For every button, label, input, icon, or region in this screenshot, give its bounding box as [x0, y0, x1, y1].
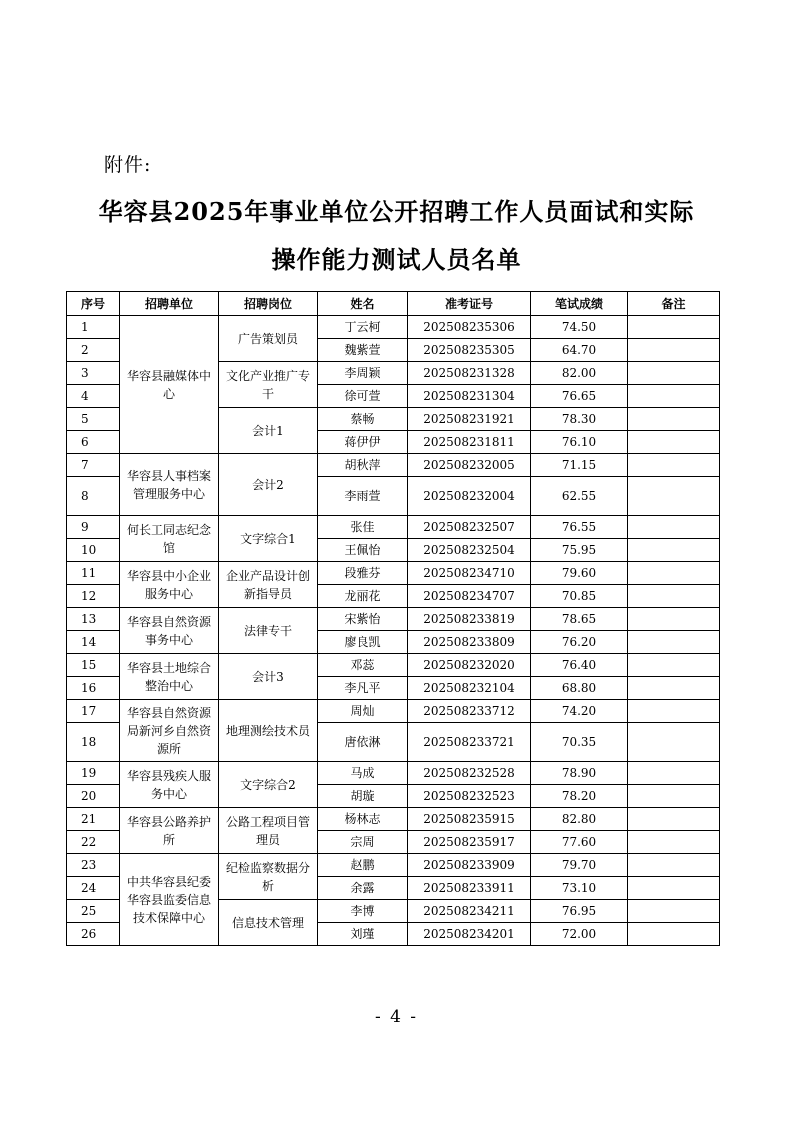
candidate-name: 段雅芬 [318, 562, 408, 585]
note-cell [628, 831, 720, 854]
exam-id: 202508235305 [408, 339, 531, 362]
written-score: 72.00 [531, 923, 628, 946]
exam-id: 202508233721 [408, 723, 531, 762]
unit-cell: 华容县融媒体中心 [120, 316, 219, 454]
position-cell: 法律专干 [219, 608, 318, 654]
page-number: - 4 - [374, 1007, 419, 1027]
candidate-name: 宋紫怡 [318, 608, 408, 631]
written-score: 76.10 [531, 431, 628, 454]
exam-id: 202508234707 [408, 585, 531, 608]
position-cell: 文化产业推广专干 [219, 362, 318, 408]
exam-id: 202508231304 [408, 385, 531, 408]
document-title-line-1: 华容县2025年事业单位公开招聘工作人员面试和实际 [98, 197, 695, 226]
row-no: 22 [67, 831, 120, 854]
row-no: 1 [67, 316, 120, 339]
unit-cell: 何长工同志纪念馆 [120, 516, 219, 562]
candidate-name: 胡璇 [318, 785, 408, 808]
table-row [67, 854, 720, 877]
written-score: 76.20 [531, 631, 628, 654]
note-cell [628, 608, 720, 631]
row-no: 8 [67, 477, 120, 516]
note-cell [628, 762, 720, 785]
candidate-name: 杨林志 [318, 808, 408, 831]
exam-id: 202508233712 [408, 700, 531, 723]
candidate-name: 刘瑾 [318, 923, 408, 946]
note-cell [628, 854, 720, 877]
table-row [67, 316, 720, 339]
written-score: 68.80 [531, 677, 628, 700]
written-score: 70.85 [531, 585, 628, 608]
row-no: 14 [67, 631, 120, 654]
written-score: 76.40 [531, 654, 628, 677]
note-cell [628, 362, 720, 385]
row-no: 7 [67, 454, 120, 477]
unit-cell: 华容县自然资源局新河乡自然资源所 [120, 700, 219, 762]
exam-id: 202508233819 [408, 608, 531, 631]
row-no: 6 [67, 431, 120, 454]
written-score: 79.60 [531, 562, 628, 585]
exam-id: 202508231328 [408, 362, 531, 385]
note-cell [628, 585, 720, 608]
position-cell: 会计2 [219, 454, 318, 516]
document-title-line-2: 操作能力测试人员名单 [271, 245, 522, 274]
candidate-name: 邓蕊 [318, 654, 408, 677]
exam-id: 202508232528 [408, 762, 531, 785]
written-score: 76.55 [531, 516, 628, 539]
written-score: 62.55 [531, 477, 628, 516]
row-no: 4 [67, 385, 120, 408]
note-cell [628, 385, 720, 408]
unit-cell: 华容县土地综合整治中心 [120, 654, 219, 700]
note-cell [628, 785, 720, 808]
exam-id: 202508232005 [408, 454, 531, 477]
unit-cell: 华容县中小企业服务中心 [120, 562, 219, 608]
row-no: 9 [67, 516, 120, 539]
written-score: 70.35 [531, 723, 628, 762]
unit-cell: 华容县人事档案管理服务中心 [120, 454, 219, 516]
written-score: 78.65 [531, 608, 628, 631]
table-row [67, 608, 720, 631]
exam-id: 202508234201 [408, 923, 531, 946]
exam-id: 202508235917 [408, 831, 531, 854]
candidate-name: 王佩怡 [318, 539, 408, 562]
candidate-table [66, 291, 720, 946]
candidate-name: 徐可萱 [318, 385, 408, 408]
exam-id: 202508234211 [408, 900, 531, 923]
row-no: 11 [67, 562, 120, 585]
header-position: 招聘岗位 [219, 292, 318, 316]
position-cell: 公路工程项目管理员 [219, 808, 318, 854]
position-cell: 企业产品设计创新指导员 [219, 562, 318, 608]
exam-id: 202508231811 [408, 431, 531, 454]
exam-id: 202508232523 [408, 785, 531, 808]
exam-id: 202508232020 [408, 654, 531, 677]
note-cell [628, 477, 720, 516]
candidate-name: 李凡平 [318, 677, 408, 700]
row-no: 23 [67, 854, 120, 877]
note-cell [628, 877, 720, 900]
exam-id: 202508233809 [408, 631, 531, 654]
table-row [67, 454, 720, 477]
candidate-name: 廖良凯 [318, 631, 408, 654]
row-no: 2 [67, 339, 120, 362]
note-cell [628, 454, 720, 477]
written-score: 82.00 [531, 362, 628, 385]
exam-id: 202508232004 [408, 477, 531, 516]
written-score: 79.70 [531, 854, 628, 877]
candidate-name: 张佳 [318, 516, 408, 539]
candidate-name: 丁云柯 [318, 316, 408, 339]
written-score: 64.70 [531, 339, 628, 362]
candidate-name: 李周颖 [318, 362, 408, 385]
row-no: 21 [67, 808, 120, 831]
table-row [67, 654, 720, 677]
exam-id: 202508232504 [408, 539, 531, 562]
row-no: 10 [67, 539, 120, 562]
row-no: 19 [67, 762, 120, 785]
note-cell [628, 723, 720, 762]
note-cell [628, 339, 720, 362]
exam-id: 202508233909 [408, 854, 531, 877]
unit-cell: 华容县残疾人服务中心 [120, 762, 219, 808]
exam-id: 202508233911 [408, 877, 531, 900]
position-cell: 会计1 [219, 408, 318, 454]
exam-id: 202508235306 [408, 316, 531, 339]
header-note: 备注 [628, 292, 720, 316]
table-row [67, 516, 720, 539]
attachment-label: 附件: [104, 154, 152, 176]
candidate-name: 余露 [318, 877, 408, 900]
note-cell [628, 631, 720, 654]
exam-id: 202508231921 [408, 408, 531, 431]
exam-id: 202508232507 [408, 516, 531, 539]
row-no: 13 [67, 608, 120, 631]
table-row [67, 762, 720, 785]
position-cell: 广告策划员 [219, 316, 318, 362]
header-exam-id: 准考证号 [408, 292, 531, 316]
candidate-name: 魏紫萱 [318, 339, 408, 362]
note-cell [628, 654, 720, 677]
note-cell [628, 539, 720, 562]
note-cell [628, 562, 720, 585]
note-cell [628, 677, 720, 700]
written-score: 82.80 [531, 808, 628, 831]
row-no: 20 [67, 785, 120, 808]
exam-id: 202508234710 [408, 562, 531, 585]
row-no: 24 [67, 877, 120, 900]
row-no: 26 [67, 923, 120, 946]
row-no: 16 [67, 677, 120, 700]
written-score: 78.90 [531, 762, 628, 785]
candidate-name: 蒋伊伊 [318, 431, 408, 454]
candidate-name: 宗周 [318, 831, 408, 854]
header-name: 姓名 [318, 292, 408, 316]
table-header-row [67, 292, 720, 316]
position-cell: 信息技术管理 [219, 900, 318, 946]
candidate-name: 唐依淋 [318, 723, 408, 762]
position-cell: 文字综合1 [219, 516, 318, 562]
row-no: 15 [67, 654, 120, 677]
written-score: 77.60 [531, 831, 628, 854]
position-cell: 地理测绘技术员 [219, 700, 318, 762]
written-score: 75.95 [531, 539, 628, 562]
position-cell: 会计3 [219, 654, 318, 700]
written-score: 76.95 [531, 900, 628, 923]
header-no: 序号 [67, 292, 120, 316]
candidate-name: 马成 [318, 762, 408, 785]
candidate-name: 李雨萱 [318, 477, 408, 516]
written-score: 73.10 [531, 877, 628, 900]
note-cell [628, 923, 720, 946]
table-row [67, 700, 720, 723]
written-score: 76.65 [531, 385, 628, 408]
unit-cell: 华容县公路养护所 [120, 808, 219, 854]
table-row [67, 562, 720, 585]
candidate-name: 周灿 [318, 700, 408, 723]
candidate-name: 蔡畅 [318, 408, 408, 431]
row-no: 18 [67, 723, 120, 762]
header-score: 笔试成绩 [531, 292, 628, 316]
note-cell [628, 700, 720, 723]
candidate-name: 龙丽花 [318, 585, 408, 608]
exam-id: 202508232104 [408, 677, 531, 700]
row-no: 5 [67, 408, 120, 431]
written-score: 74.20 [531, 700, 628, 723]
written-score: 74.50 [531, 316, 628, 339]
table-row [67, 808, 720, 831]
written-score: 71.15 [531, 454, 628, 477]
row-no: 3 [67, 362, 120, 385]
unit-cell: 华容县自然资源事务中心 [120, 608, 219, 654]
note-cell [628, 408, 720, 431]
note-cell [628, 808, 720, 831]
note-cell [628, 516, 720, 539]
written-score: 78.20 [531, 785, 628, 808]
candidate-name: 李博 [318, 900, 408, 923]
header-unit: 招聘单位 [120, 292, 219, 316]
position-cell: 文字综合2 [219, 762, 318, 808]
candidate-name: 胡秋萍 [318, 454, 408, 477]
exam-id: 202508235915 [408, 808, 531, 831]
position-cell: 纪检监察数据分析 [219, 854, 318, 900]
written-score: 78.30 [531, 408, 628, 431]
unit-cell: 中共华容县纪委华容县监委信息技术保障中心 [120, 854, 219, 946]
note-cell [628, 431, 720, 454]
row-no: 12 [67, 585, 120, 608]
note-cell [628, 316, 720, 339]
note-cell [628, 900, 720, 923]
row-no: 17 [67, 700, 120, 723]
candidate-name: 赵鹏 [318, 854, 408, 877]
row-no: 25 [67, 900, 120, 923]
